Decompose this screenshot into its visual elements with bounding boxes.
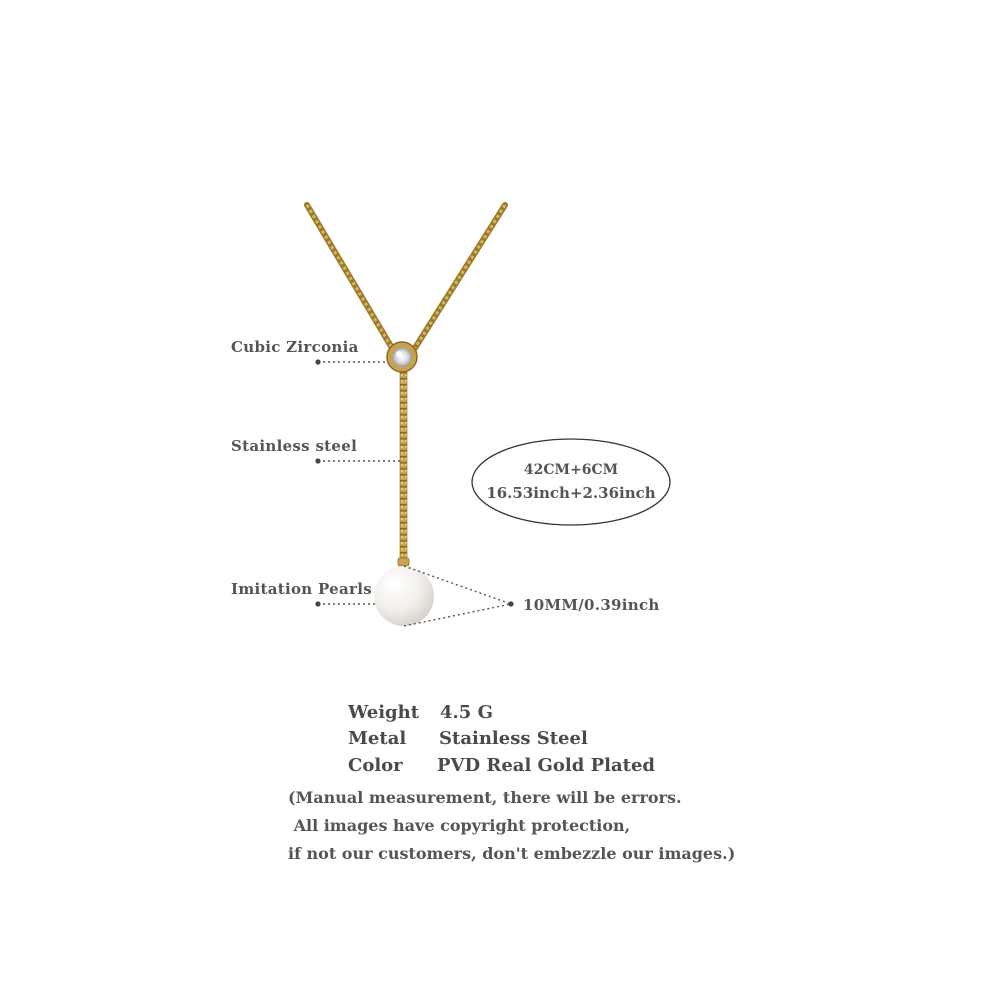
- chain-drop: [400, 372, 407, 564]
- note-line-2: All images have copyright protection,: [288, 816, 631, 835]
- chain-left: [307, 205, 392, 348]
- spec-metal-value: Stainless Steel: [439, 728, 588, 749]
- imitation-pearl: [374, 566, 434, 626]
- pearl-bail: [398, 558, 409, 566]
- note-line-1: (Manual measurement, there will be errors.: [288, 788, 682, 807]
- label-imitation-pearls: Imitation Pearls: [231, 580, 372, 598]
- label-stainless-steel: Stainless steel: [231, 437, 358, 455]
- label-cubic-zirconia: Cubic Zirconia: [231, 338, 359, 356]
- length-cm: 42CM+6CM: [523, 462, 619, 478]
- spec-color-key: Color: [348, 755, 403, 776]
- note-line-3: if not our customers, don't embezzle our images.): [288, 844, 736, 863]
- chain-right: [415, 205, 505, 348]
- length-oval: [472, 439, 670, 525]
- spec-color-value: PVD Real Gold Plated: [437, 755, 656, 776]
- length-inch: 16.53inch+2.36inch: [486, 484, 656, 502]
- cubic-zirconia-stone: [387, 342, 417, 372]
- spec-weight-key: Weight: [348, 702, 420, 723]
- label-pearl-size: 10MM/0.39inch: [523, 596, 660, 614]
- spec-weight-value: 4.5 G: [440, 702, 493, 723]
- spec-metal-key: Metal: [348, 728, 407, 749]
